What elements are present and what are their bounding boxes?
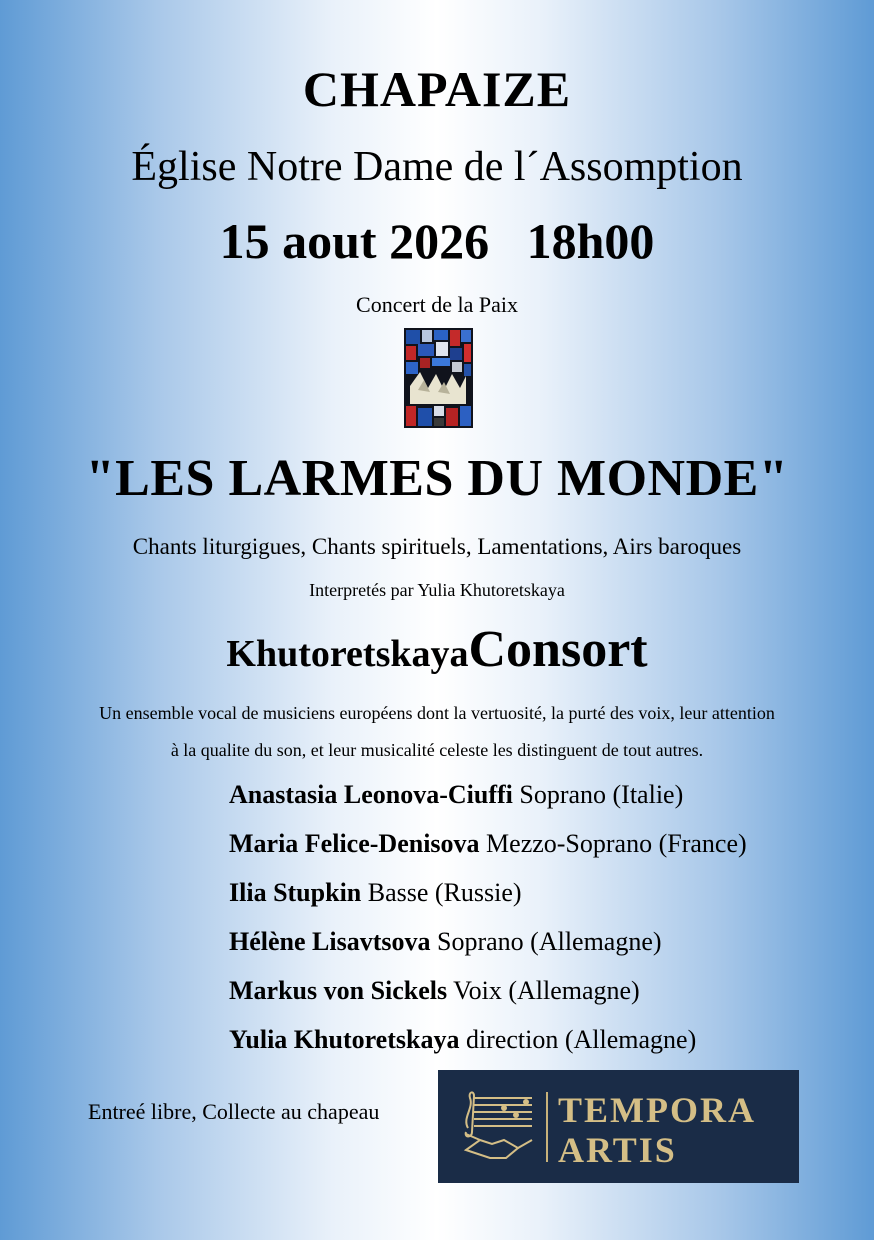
performer-name: Anastasia Leonova-Ciuffi: [229, 780, 513, 809]
ensemble-name: [0, 618, 874, 694]
performer-name: Ilia Stupkin: [229, 878, 362, 907]
town-title: CHAPAIZE: [302, 61, 572, 117]
interpreted-by: Interpretés par Yulia Khutoretskaya: [309, 580, 565, 600]
music-handshake-icon: [460, 1088, 540, 1168]
logo-divider: [546, 1092, 548, 1162]
logo-text-line2: ARTIS: [558, 1130, 677, 1170]
performer-role: Voix (Allemagne): [447, 976, 640, 1005]
performer-name: Yulia Khutoretskaya: [229, 1025, 460, 1054]
program-title: "LES LARMES DU MONDE": [85, 450, 789, 507]
performer-role: Soprano (Italie): [512, 780, 684, 809]
program-genres: Chants liturgigues, Chants spirituels, Lamentations, Airs baroques: [132, 534, 742, 559]
performer-name: Hélène Lisavtsova: [229, 927, 431, 956]
ensemble-name-part2: Consort: [468, 621, 648, 678]
performer-row: [229, 975, 640, 1007]
concert-name: Concert de la Paix: [356, 292, 518, 317]
entry-info: Entreé libre, Collecte au chapeau: [88, 1099, 380, 1124]
performer-role: Soprano (Allemagne): [430, 927, 662, 956]
church-name: Église Notre Dame de l´Assomption: [131, 144, 743, 190]
performer-row: [229, 877, 522, 909]
ensemble-description-line1: Un ensemble vocal de musiciens européens dont la vertuosité, la purté des voix, leur attention: [99, 703, 775, 723]
performer-row: [229, 1024, 696, 1056]
logo-text-line1: TEMPORA: [558, 1090, 756, 1130]
performer-row: [229, 926, 662, 958]
performer-name: Maria Felice-Denisova: [229, 829, 480, 858]
ensemble-description-line2: à la qualite du son, et leur musicalité celeste les distinguent de tout autres.: [170, 740, 704, 760]
stained-glass-image: [404, 328, 473, 428]
performer-row: [229, 828, 747, 860]
performer-row: [229, 779, 683, 811]
performer-role: Basse (Russie): [361, 878, 522, 907]
performer-role: direction (Allemagne): [459, 1025, 697, 1054]
ensemble-name-part1: Khutoretskaya: [226, 633, 469, 675]
performer-name: Markus von Sickels: [229, 976, 448, 1005]
concert-date-time: 15 aout 2026 18h00: [219, 213, 655, 269]
tempora-artis-logo: [438, 1070, 799, 1183]
performer-role: Mezzo-Soprano (France): [479, 829, 747, 858]
